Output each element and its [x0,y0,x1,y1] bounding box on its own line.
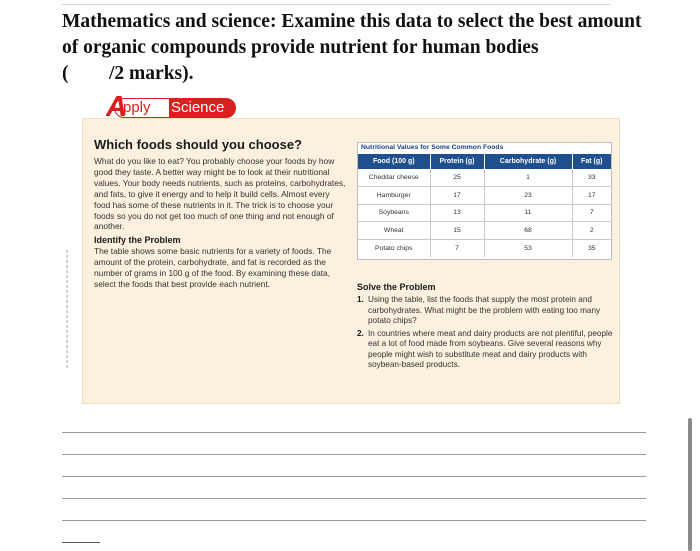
table-title: Nutritional Values for Some Common Foods [361,144,504,151]
solve-question-1 [357,295,613,327]
cell-protein: 13 [430,204,484,222]
banner-subject: Science [171,99,225,116]
copyright-credit-mark [64,250,70,370]
header-carbohydrate: Carbohydrate (g) [484,154,572,169]
solve-problem-column [357,282,613,373]
cell-fat: 2 [572,222,611,240]
marks-line [62,61,642,87]
cell-fat: 17 [572,187,611,205]
table-row [358,204,611,222]
solve-problem-title: Solve the Problem [357,282,436,292]
banner-letter: A [106,91,127,123]
heading-rest: Examine this data to select the best amount of organic compounds provide nutrient for human bodies [62,11,642,58]
cell-protein: 15 [430,222,484,240]
cell-carbohydrate: 68 [484,222,572,240]
intro-text: What do you like to eat? You probably choose your foods by how good they taste. A better way might be to look at their nutritional values. Your body needs nutrients, such as proteins, carbohydrates, and fats, to give it energy and to help it build cells. Almost every food has some of these nutrients in it. The trick is to choose your foods so you do not get too much of one thing and not enough of another. [94,156,346,232]
question-number: 1. [357,295,364,304]
table-row [358,222,611,240]
solve-question-2 [357,329,613,371]
cell-fat: 33 [572,169,611,187]
question-heading [62,9,642,87]
table-row [358,187,611,205]
cell-food: Potato chips [358,239,430,257]
question-text: In countries where meat and dairy products are not plentiful, people eat a lot of food made from soybeans. Give several reasons why people might wish to substitute meat and dairy products with soybean-based products. [368,328,613,369]
table-header-row [358,154,611,169]
marks-text: /2 marks). [109,63,194,84]
header-protein: Protein (g) [430,154,484,169]
question-text: Using the table, list the foods that supply the most protein and carbohydrates. What might be the problem with eating too many potato chips? [368,295,601,325]
answer-line[interactable] [62,432,646,433]
question-number: 2. [357,328,364,338]
cell-protein: 25 [430,169,484,187]
vertical-scrollbar[interactable] [688,418,692,551]
cell-carbohydrate: 11 [484,204,572,222]
table-row [358,239,611,257]
identify-problem-title: Identify the Problem [94,235,181,246]
answer-line[interactable] [62,476,646,477]
heading-lead: Mathematics and science: [62,11,277,32]
banner-suffix: pply [123,99,151,116]
header-food: Food (100 g) [358,154,430,169]
cell-food: Wheat [358,222,430,240]
cell-fat: 7 [572,204,611,222]
short-answer-line [62,542,100,543]
cell-food: Hamburger [358,187,430,205]
intro-title: Which foods should you choose? [94,137,302,152]
intro-column [94,137,346,290]
cell-food: Cheddar cheese [358,169,430,187]
cell-protein: 17 [430,187,484,205]
top-divider [62,4,610,5]
header-fat: Fat (g) [572,154,611,169]
marks-open: ( [62,63,69,84]
cell-carbohydrate: 1 [484,169,572,187]
answer-line[interactable] [62,498,646,499]
nutrition-table [358,154,611,257]
nutrition-table-box [357,142,612,260]
cell-carbohydrate: 53 [484,239,572,257]
answer-line[interactable] [62,454,646,455]
identify-problem-text: The table shows some basic nutrients for a variety of foods. The amount of the protein, carbohydrate, and fat is recorded as the number of grams in 100 g of the food. By examining these data, select the foods that best provide each nutrient. [94,246,332,290]
answer-line[interactable] [62,520,646,521]
cell-carbohydrate: 23 [484,187,572,205]
table-row [358,169,611,187]
cell-fat: 35 [587,244,596,252]
cell-food: Soybeans [358,204,430,222]
cell-protein: 7 [430,239,484,257]
